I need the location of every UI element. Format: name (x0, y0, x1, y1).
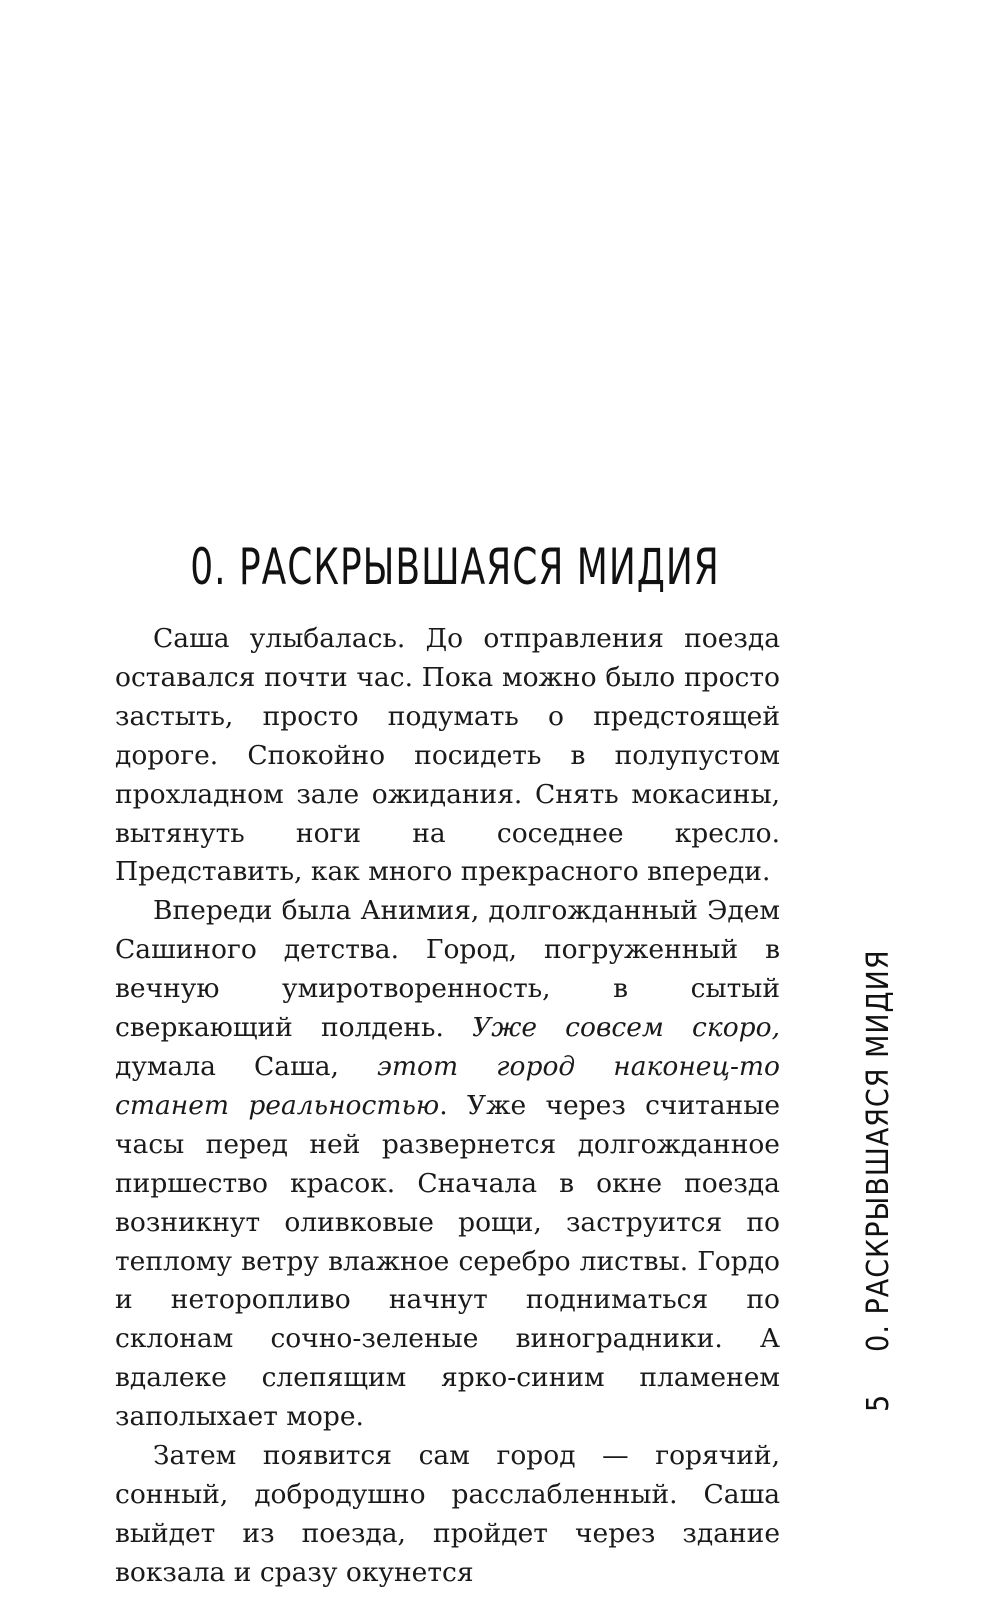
italic-text-run: Уже совсем скоро, (472, 1012, 780, 1044)
body-text (115, 620, 780, 1593)
text-run: Впереди была Анимия, долгожданный Эдем Сашиного детства. Город, погруженный в вечную умиротворенность, в сытый сверкающий полдень. (115, 895, 780, 1044)
running-head (861, 949, 896, 1412)
paragraph (115, 892, 780, 1437)
chapter-title: 0. РАСКРЫВШАЯСЯ МИДИЯ (190, 538, 720, 597)
text-run: думала Саша, (115, 1050, 378, 1082)
text-run: . Уже через считаные часы перед ней развернется долгожданное пиршество красок. Сначала в окне поезда возникнут оливковые рощи, заструится по теплому ветру влажное серебро листвы. Гордо и неторопливо начнут подниматься по склонам сочно-зеленые виноградники. А вдалеке слепящим ярко-синим пламенем заполыхает море. (115, 1089, 780, 1433)
text-run: Затем появится сам город — горячий, сонный, добродушно расслабленный. Саша выйдет из поезда, пройдет через здание вокзала и сразу окунется (115, 1440, 780, 1588)
italic-text-run: этот город наконец-то станет реальностью (115, 1050, 780, 1121)
page-number: 5 (861, 1393, 896, 1412)
text-run: Саша улыбалась. До отправления поезда оставался почти час. Пока можно было просто застыть, просто подумать о предстоящей дороге. Спокойно посидеть в полупустом прохладном зале ожидания. Снять мокасины, вытянуть ноги на соседнее кресло. Представить, как много прекрасного впереди. (115, 623, 780, 888)
paragraph (115, 1437, 780, 1593)
running-head-title: 0. РАСКРЫВШАЯСЯ МИДИЯ (861, 949, 896, 1352)
paragraph (115, 620, 780, 892)
